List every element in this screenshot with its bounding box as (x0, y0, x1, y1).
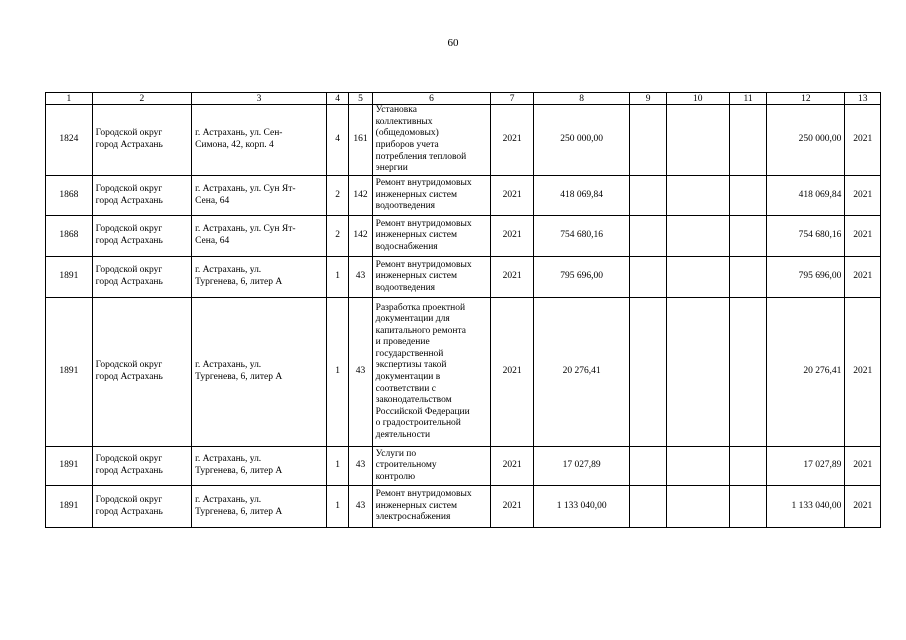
cell-col9 (630, 176, 667, 216)
cell-address: г. Астрахань, ул. Сун Ят- Сена, 64 (192, 176, 327, 216)
table-row (46, 105, 881, 176)
cell-year: 2021 (491, 486, 534, 528)
column-header: 7 (491, 93, 534, 105)
cell-col5: 142 (349, 176, 372, 216)
cell-col11 (729, 447, 767, 486)
cell-record-number: 1868 (46, 176, 93, 216)
cell-col4: 1 (327, 257, 349, 298)
cell-col5: 43 (349, 447, 372, 486)
cell-completion-year: 2021 (845, 298, 881, 447)
cell-cost: 754 680,16 (533, 216, 629, 257)
cell-col4: 2 (327, 176, 349, 216)
cell-work-type: Услуги по строительному контролю (372, 447, 491, 486)
cell-col10 (666, 257, 729, 298)
cell-municipality: Городской округ город Астрахань (92, 176, 191, 216)
cell-total: 418 069,84 (767, 176, 845, 216)
registry-table (45, 92, 881, 528)
table-row (46, 486, 881, 528)
column-header: 13 (845, 93, 881, 105)
column-header: 5 (349, 93, 372, 105)
cell-col4: 1 (327, 298, 349, 447)
cell-work-type: Ремонт внутридомовых инженерных систем водоотведения (372, 176, 491, 216)
cell-municipality: Городской округ город Астрахань (92, 105, 191, 176)
cell-col11 (729, 105, 767, 176)
cell-year: 2021 (491, 257, 534, 298)
cell-col5: 43 (349, 486, 372, 528)
cell-year: 2021 (491, 298, 534, 447)
cell-total: 1 133 040,00 (767, 486, 845, 528)
cell-address: г. Астрахань, ул. Сен- Симона, 42, корп. 4 (192, 105, 327, 176)
cell-total: 250 000,00 (767, 105, 845, 176)
cell-col9 (630, 447, 667, 486)
cell-completion-year: 2021 (845, 486, 881, 528)
table-row (46, 257, 881, 298)
column-header: 6 (372, 93, 491, 105)
cell-col10 (666, 105, 729, 176)
cell-col4: 1 (327, 447, 349, 486)
cell-record-number: 1868 (46, 216, 93, 257)
table-row (46, 216, 881, 257)
cell-total: 20 276,41 (767, 298, 845, 447)
cell-cost: 418 069,84 (533, 176, 629, 216)
cell-col11 (729, 216, 767, 257)
cell-record-number: 1891 (46, 257, 93, 298)
cell-cost: 1 133 040,00 (533, 486, 629, 528)
cell-cost: 20 276,41 (533, 298, 629, 447)
cell-year: 2021 (491, 105, 534, 176)
column-header: 12 (767, 93, 845, 105)
column-header: 8 (533, 93, 629, 105)
cell-col10 (666, 298, 729, 447)
cell-col5: 142 (349, 216, 372, 257)
cell-year: 2021 (491, 447, 534, 486)
cell-col9 (630, 105, 667, 176)
cell-col5: 161 (349, 105, 372, 176)
cell-cost: 17 027,89 (533, 447, 629, 486)
cell-municipality: Городской округ город Астрахань (92, 298, 191, 447)
cell-year: 2021 (491, 216, 534, 257)
cell-municipality: Городской округ город Астрахань (92, 486, 191, 528)
cell-col5: 43 (349, 298, 372, 447)
cell-address: г. Астрахань, ул. Тургенева, 6, литер А (192, 257, 327, 298)
cell-year: 2021 (491, 176, 534, 216)
cell-col4: 1 (327, 486, 349, 528)
cell-work-type: Ремонт внутридомовых инженерных систем водоснабжения (372, 216, 491, 257)
column-header: 10 (666, 93, 729, 105)
cell-col10 (666, 486, 729, 528)
cell-col9 (630, 486, 667, 528)
cell-cost: 250 000,00 (533, 105, 629, 176)
cell-record-number: 1891 (46, 298, 93, 447)
cell-cost: 795 696,00 (533, 257, 629, 298)
cell-work-type: Разработка проектной документации для капитального ремонта и проведение государственной экспертизы такой документации в соответствии с законодательством Российской Федерации о градостроительной деятельности (372, 298, 491, 447)
cell-col9 (630, 298, 667, 447)
cell-address: г. Астрахань, ул. Тургенева, 6, литер А (192, 447, 327, 486)
cell-col11 (729, 486, 767, 528)
cell-col10 (666, 447, 729, 486)
cell-col4: 2 (327, 216, 349, 257)
cell-completion-year: 2021 (845, 216, 881, 257)
table-row (46, 447, 881, 486)
cell-col5: 43 (349, 257, 372, 298)
cell-completion-year: 2021 (845, 447, 881, 486)
column-header: 1 (46, 93, 93, 105)
cell-col10 (666, 176, 729, 216)
table-header (46, 93, 881, 105)
cell-col9 (630, 216, 667, 257)
cell-record-number: 1891 (46, 447, 93, 486)
column-header: 4 (327, 93, 349, 105)
cell-total: 17 027,89 (767, 447, 845, 486)
cell-address: г. Астрахань, ул. Сун Ят- Сена, 64 (192, 216, 327, 257)
cell-col4: 4 (327, 105, 349, 176)
cell-municipality: Городской округ город Астрахань (92, 257, 191, 298)
cell-work-type: Ремонт внутридомовых инженерных систем водоотведения (372, 257, 491, 298)
cell-work-type: Ремонт внутридомовых инженерных систем электроснабжения (372, 486, 491, 528)
column-header: 3 (192, 93, 327, 105)
cell-address: г. Астрахань, ул. Тургенева, 6, литер А (192, 486, 327, 528)
cell-record-number: 1891 (46, 486, 93, 528)
table-row (46, 176, 881, 216)
cell-col10 (666, 216, 729, 257)
table-row (46, 298, 881, 447)
table-body (46, 105, 881, 528)
cell-total: 795 696,00 (767, 257, 845, 298)
cell-total: 754 680,16 (767, 216, 845, 257)
cell-record-number: 1824 (46, 105, 93, 176)
cell-col11 (729, 176, 767, 216)
cell-col9 (630, 257, 667, 298)
cell-completion-year: 2021 (845, 105, 881, 176)
cell-col11 (729, 257, 767, 298)
cell-completion-year: 2021 (845, 176, 881, 216)
cell-municipality: Городской округ город Астрахань (92, 216, 191, 257)
header-row (46, 93, 881, 105)
cell-completion-year: 2021 (845, 257, 881, 298)
cell-address: г. Астрахань, ул. Тургенева, 6, литер А (192, 298, 327, 447)
page-number: 60 (447, 37, 459, 49)
column-header: 9 (630, 93, 667, 105)
column-header: 11 (729, 93, 767, 105)
cell-work-type: Установка коллективных (общедомовых) приборов учета потребления тепловой энергии (372, 105, 491, 176)
cell-municipality: Городской округ город Астрахань (92, 447, 191, 486)
cell-col11 (729, 298, 767, 447)
column-header: 2 (92, 93, 191, 105)
